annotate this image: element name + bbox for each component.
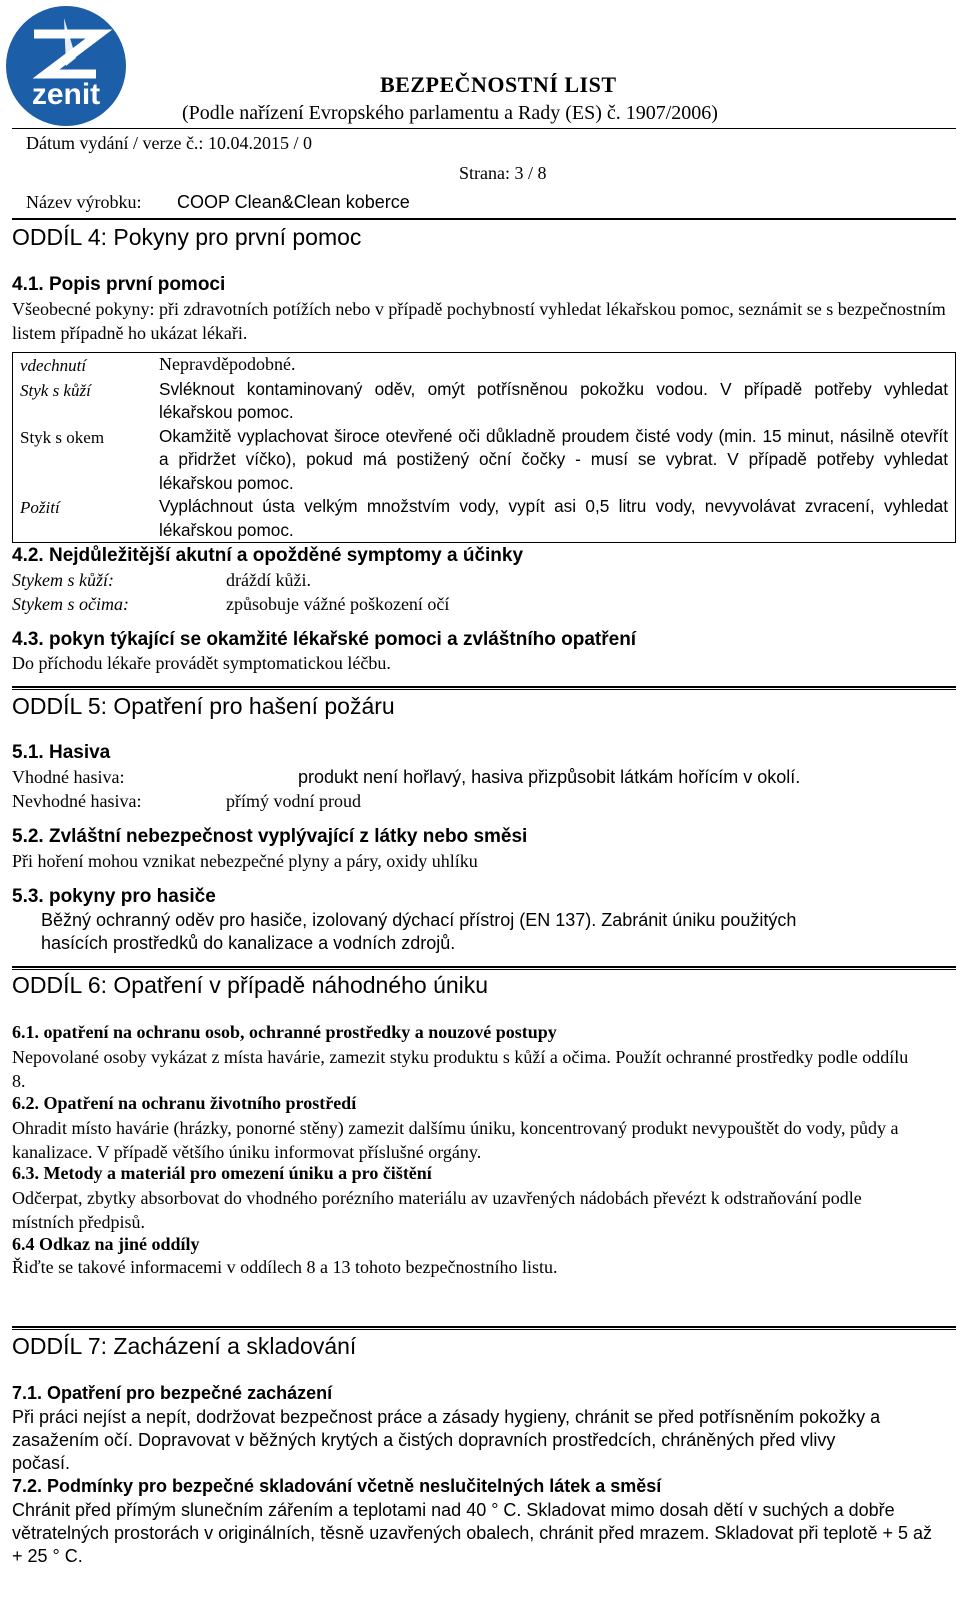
s61-text: Nepovolané osoby vykázat z místa havárie, zamezit styku produktu s kůží a očima. Použít ochranné prostředky podle oddílu 8. (12, 1047, 909, 1091)
suitable-label: Vhodné hasiva: (12, 767, 125, 787)
s72-title: 7.2. Podmínky pro bezpečné skladování včetně neslučitelných látek a směsí (12, 1476, 662, 1496)
row-value: Svléknout kontaminovaný oděv, omýt potřísněnou pokožku vodou. V případě potřeby vyhledat lékařskou pomoc. (159, 378, 948, 422)
s43-title: 4.3. pokyn týkající se okamžité lékařské pomoci a zvláštního opatření (12, 629, 637, 650)
header-divider-bottom (12, 218, 956, 220)
row-label: vdechnutí (20, 356, 87, 375)
page-value: 3 / 8 (514, 163, 547, 183)
suitable-value: produkt není hořlavý, hasiva přizpůsobit látkám hořícím v okolí. (298, 767, 801, 787)
s72-text: Chránit před přímým slunečním zářením a teplotami nad 40 ° C. Skladovat mimo dosah dětí v suchých a dobře větratelných prostorách v originálních, těsně uzavřených obalech, chránit před mrazem. Skladovat při teplotě + 5 až + 25 ° C. (12, 1500, 932, 1566)
logo-text: zenit (31, 78, 101, 111)
row-label: Styk s okem (20, 427, 105, 447)
row-label: Styk s kůží (20, 380, 91, 400)
s53-title: 5.3. pokyny pro hasiče (12, 886, 216, 907)
page-number (459, 163, 547, 184)
row-label: Požití (20, 498, 60, 517)
page-label: Strana: (459, 163, 510, 183)
issue-info (26, 133, 312, 154)
section-5-rule (12, 686, 956, 690)
table-row (13, 353, 956, 378)
s64-text: Řiďte se takové informacemi v oddílech 8 a 13 tohoto bezpečnostního listu. (12, 1257, 558, 1277)
s63-text: Odčerpat, zbytky absorbovat do vhodného porézního materiálu av uzavřených nádobách převézt k odstraňování podle místních předpisů. (12, 1188, 862, 1232)
issue-label: Dátum vydání / verze č.: (26, 133, 204, 153)
section-6-title: ODDÍL 6: Opatření v případě náhodného úniku (12, 972, 489, 998)
s42-title: 4.2. Nejdůležitější akutní a opožděné symptomy a účinky (12, 545, 524, 566)
s42-value-eyes: způsobuje vážné poškození očí (226, 594, 450, 614)
s41-title: 4.1. Popis první pomoci (12, 274, 226, 295)
row-value: Okamžitě vyplachovat široce otevřené oči důkladně proudem čisté vody (min. 15 minut, násilně otevřít a přidržet víčko), pokud má postižený oční čočky - musí se vybrat. V případě potřeby vyhledat lékařskou pomoc. (159, 425, 948, 493)
table-row (13, 378, 956, 425)
unsuitable-label: Nevhodné hasiva: (12, 791, 142, 811)
first-aid-table (12, 352, 956, 543)
s42-value-skin: dráždí kůži. (226, 570, 311, 590)
s63-title: 6.3. Metody a materiál pro omezení úniku a pro čištění (12, 1163, 432, 1183)
s41-text: Všeobecné pokyny: při zdravotních potížích nebo v případě pochybností vyhledat lékařskou pomoc, seznámit se s bezpečnostním listem případně ho ukázat lékaři. (12, 299, 946, 343)
unsuitable-value: přímý vodní proud (226, 791, 361, 811)
s61-title: 6.1. opatření na ochranu osob, ochranné prostředky a nouzové postupy (12, 1022, 557, 1042)
row-value: Vypláchnout ústa velkým množstvím vody, vypít asi 0,5 litru vody, nevyvolávat zvracení, vyhledat lékařskou pomoc. (159, 496, 948, 540)
regulation-text: (Podle nařízení Evropského parlamentu a Rady (ES) č. 1907/2006) (182, 102, 718, 124)
product-label: Název výrobku: (26, 192, 142, 212)
doc-title: BEZPEČNOSTNÍ LIST (380, 72, 617, 97)
s64-title: 6.4 Odkaz na jiné oddíly (12, 1234, 200, 1254)
s53-line2: hasících prostředků do kanalizace a vodních zdrojů. (41, 933, 456, 953)
section-7-rule (12, 1326, 956, 1330)
section-7-title: ODDÍL 7: Zacházení a skladování (12, 1333, 357, 1359)
s52-text: Při hoření mohou vznikat nebezpečné plyny a páry, oxidy uhlíku (12, 851, 478, 871)
zenit-logo (4, 4, 128, 128)
issue-value: 10.04.2015 / 0 (207, 133, 312, 153)
s71-text: Při práci nejíst a nepít, dodržovat bezpečnost práce a zásady hygieny, chránit se před potřísněním pokožky a zasažením očí. Dopravovat v běžných krytých a čistých dopravních prostředcích, chráněných před vlivy počasí. (12, 1407, 881, 1473)
header-divider-top (12, 128, 956, 129)
s71-title: 7.1. Opatření pro bezpečné zacházení (12, 1383, 333, 1403)
section-5-title: ODDÍL 5: Opatření pro hašení požáru (12, 693, 395, 719)
row-value: Nepravděpodobné. (159, 354, 296, 374)
s62-text: Ohradit místo havárie (hrázky, ponorné stěny) zamezit dalšímu úniku, koncentrovaný produkt nevypouštět do vody, půdy a kanalizace. V případě většího úniku informovat příslušné orgány. (12, 1118, 899, 1162)
product-value: COOP Clean&Clean koberce (177, 192, 410, 212)
s43-text: Do příchodu lékaře provádět symptomatickou léčbu. (12, 653, 391, 673)
s42-label-eyes: Stykem s očima: (12, 594, 129, 614)
s62-title: 6.2. Opatření na ochranu životního prostředí (12, 1093, 357, 1113)
section-6-rule (12, 966, 956, 970)
table-row (13, 495, 956, 543)
table-row (13, 425, 956, 496)
s52-title: 5.2. Zvláštní nebezpečnost vyplývající z látky nebo směsi (12, 826, 528, 847)
s51-title: 5.1. Hasiva (12, 742, 111, 763)
s53-line1: Běžný ochranný oděv pro hasiče, izolovaný dýchací přístroj (EN 137). Zabránit úniku použitých (41, 910, 797, 930)
s42-label-skin: Stykem s kůží: (12, 570, 114, 590)
section-4-title: ODDÍL 4: Pokyny pro první pomoc (12, 224, 362, 250)
